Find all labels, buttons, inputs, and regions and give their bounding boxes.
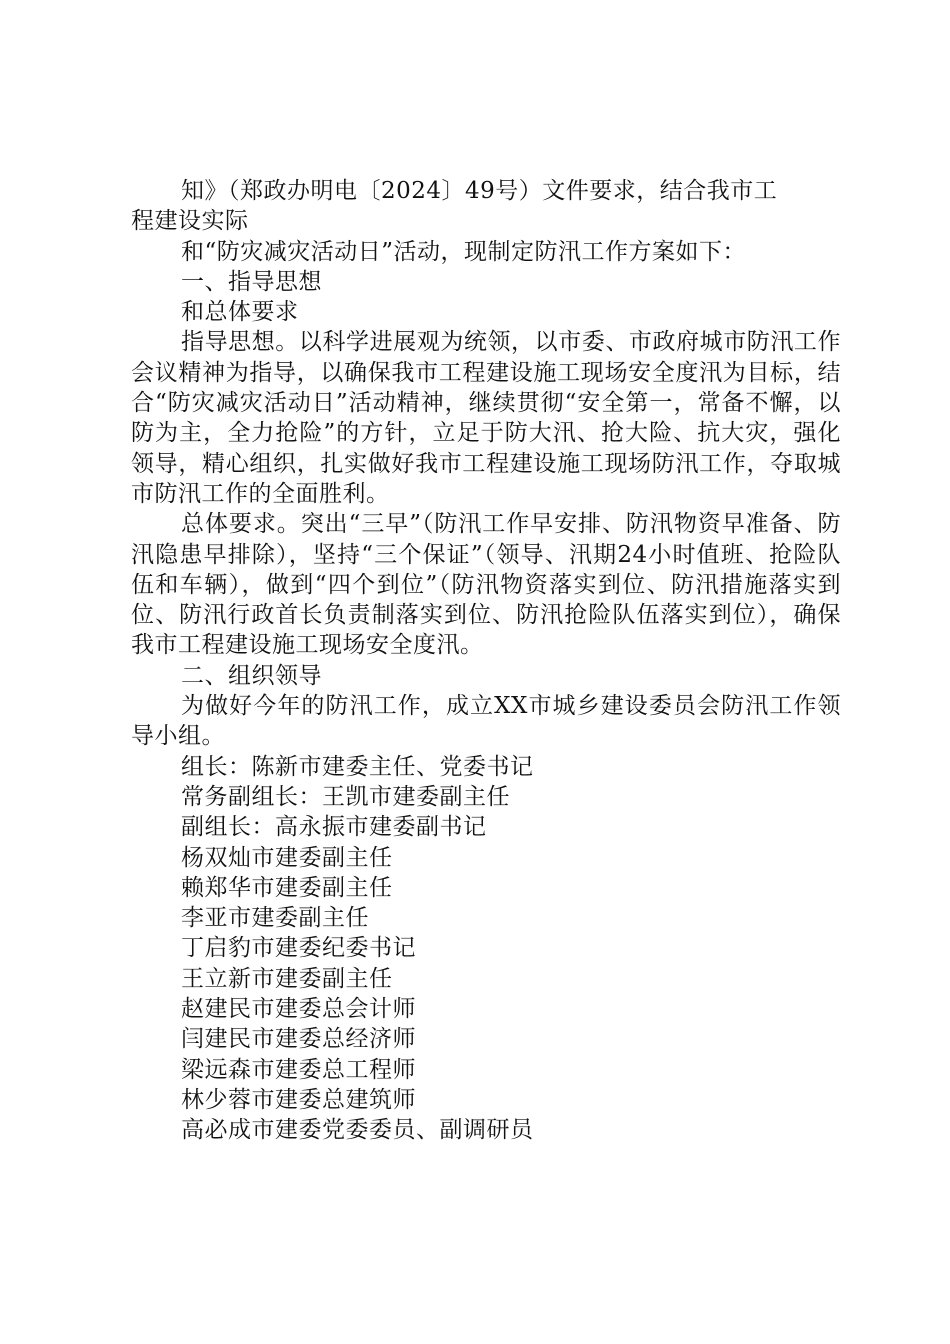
member-line: 副组长：高永振市建委副书记 [181, 814, 487, 841]
member-line: 林少蓉市建委总建筑师 [181, 1086, 416, 1113]
text-line: 知》（郑政办明电〔2024〕49号）文件要求，结合我市工 [181, 178, 778, 204]
member-line: 王立新市建委副主任 [181, 965, 393, 992]
member-line: 李亚市建委副主任 [181, 905, 369, 932]
member-line: 梁远森市建委总工程师 [181, 1056, 416, 1083]
document-page [131, 176, 841, 1146]
paragraph-organization: 为做好今年的防汛工作，成立XX市城乡建设委员会防汛工作领导小组。 [131, 693, 841, 750]
text-line: 和“防灾减灾活动日”活动，现制定防汛工作方案如下： [181, 238, 747, 265]
text-line: 程建设实际 [131, 208, 249, 235]
member-line: 闫建民市建委总经济师 [181, 1026, 416, 1053]
member-line: 常务副组长：王凯市建委副主任 [181, 783, 510, 810]
member-line: 组长：陈新市建委主任、党委书记 [181, 753, 534, 780]
member-line: 赖郑华市建委副主任 [181, 874, 393, 901]
paragraph-overall-requirements: 总体要求。突出“三早”（防汛工作早安排、防汛物资早准备、防汛隐患早排除），坚持“三个保证”（领导、汛期24小时值班、抢险队伍和车辆），做到“四个到位”（防汛物资落实到位、防汛措施落实到位、防汛行政首长负责制落实到位、防汛抢险队伍落实到位），确保我市工程建设施工现场安全度汛。 [131, 511, 841, 659]
paragraph-guiding-thought: 指导思想。以科学进展观为统领，以市委、市政府城市防汛工作会议精神为指导，以确保我市工程建设施工现场安全度汛为目标，结合“防灾减灾活动日”活动精神，继续贯彻“安全第一，常备不懈，以防为主，全力抢险”的方针，立足于防大汛、抢大险、抗大灾，强化领导，精心组织，扎实做好我市工程建设施工现场防汛工作，夺取城市防汛工作的全面胜利。 [131, 329, 841, 507]
member-line: 高必成市建委党委委员、副调研员 [181, 1117, 534, 1144]
member-line: 赵建民市建委总会计师 [181, 996, 416, 1023]
member-line: 杨双灿市建委副主任 [181, 844, 393, 871]
section-heading-continued: 和总体要求 [181, 299, 299, 326]
section-heading: 一、指导思想 [181, 268, 322, 295]
member-line: 丁启豹市建委纪委书记 [181, 935, 416, 962]
section-heading: 二、组织领导 [181, 662, 322, 689]
